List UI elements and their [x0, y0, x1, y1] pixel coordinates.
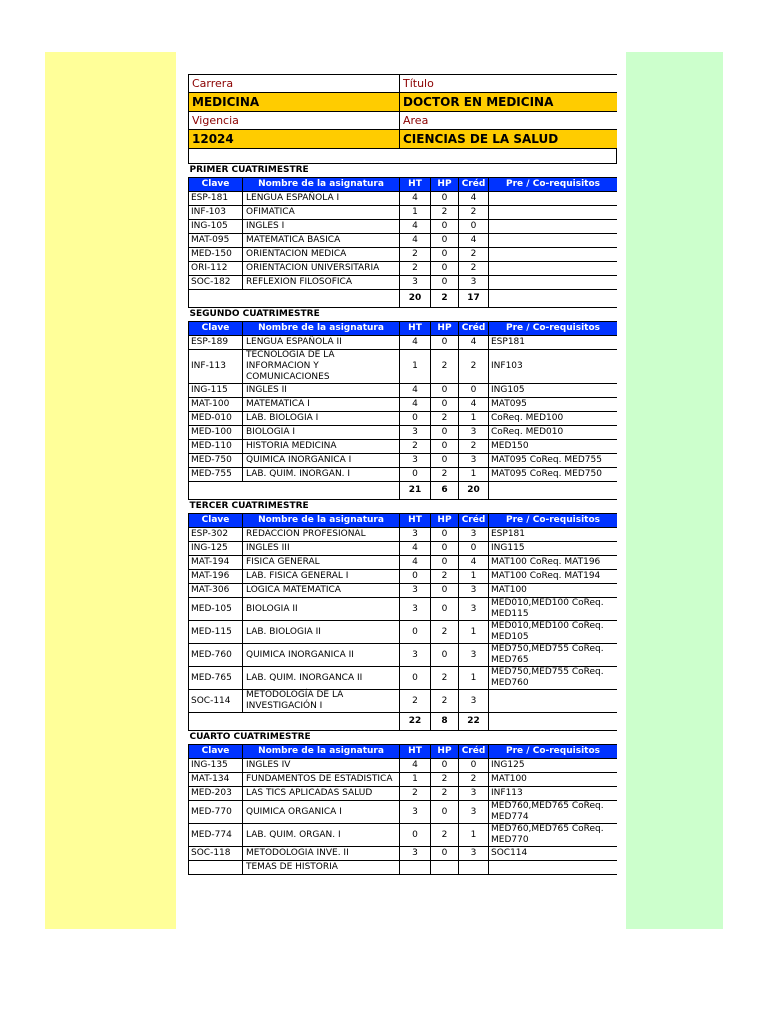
course-hp: 0: [431, 384, 459, 398]
semester-title-row: [189, 500, 618, 514]
course-clave: MAT-196: [189, 570, 243, 584]
course-asignatura: BIOLOGIA I: [243, 426, 400, 440]
column-header-ht: HT: [400, 514, 431, 528]
course-row: [189, 440, 618, 454]
column-header-requisitos: Pre / Co-requisitos: [489, 745, 618, 759]
column-header-ht: HT: [400, 745, 431, 759]
course-cred: 3: [459, 426, 489, 440]
course-requisitos: [489, 206, 618, 220]
course-asignatura: METODOLOGIA INVE. II: [243, 847, 400, 861]
totals-row: [189, 290, 618, 308]
right-color-band: [626, 52, 723, 929]
course-requisitos: MAT100: [489, 584, 618, 598]
course-asignatura: ORIENTACION UNIVERSITARIA: [243, 262, 400, 276]
course-clave: MAT-100: [189, 398, 243, 412]
titulo-value: DOCTOR EN MEDICINA: [400, 93, 618, 112]
course-cred: 3: [459, 847, 489, 861]
course-requisitos: MAT095: [489, 398, 618, 412]
column-header-row: [189, 514, 618, 528]
total-hp: 6: [431, 482, 459, 500]
total-ht: 20: [400, 290, 431, 308]
course-requisitos: MED010,MED100 CoReq. MED115: [489, 598, 618, 621]
course-cred: 3: [459, 454, 489, 468]
column-header-hp: HP: [431, 745, 459, 759]
column-header-row: [189, 745, 618, 759]
course-asignatura: TEMAS DE HISTORIA: [243, 861, 400, 875]
course-asignatura: LENGUA ESPAÑOLA I: [243, 192, 400, 206]
course-clave: ING-135: [189, 759, 243, 773]
course-hp: 0: [431, 440, 459, 454]
course-row: [189, 644, 618, 667]
course-clave: MED-770: [189, 801, 243, 824]
totals-blank: [489, 713, 618, 731]
course-requisitos: MAT095 CoReq. MED750: [489, 468, 618, 482]
totals-spacer: [189, 290, 400, 308]
course-ht: 2: [400, 248, 431, 262]
course-asignatura: REDACCION PROFESIONAL: [243, 528, 400, 542]
course-clave: MED-110: [189, 440, 243, 454]
course-hp: 2: [431, 667, 459, 690]
course-ht: 3: [400, 584, 431, 598]
course-cred: 2: [459, 248, 489, 262]
course-requisitos: CoReq. MED100: [489, 412, 618, 426]
course-clave: MED-105: [189, 598, 243, 621]
course-requisitos: ING105: [489, 384, 618, 398]
semester-title: SEGUNDO CUATRIMESTRE: [189, 308, 618, 322]
course-clave: SOC-114: [189, 690, 243, 713]
course-requisitos: MAT100: [489, 773, 618, 787]
semester-title: CUARTO CUATRIMESTRE: [189, 731, 618, 745]
course-row: [189, 598, 618, 621]
course-hp: 0: [431, 276, 459, 290]
course-cred: 4: [459, 398, 489, 412]
course-cred: 3: [459, 528, 489, 542]
course-clave: ESP-181: [189, 192, 243, 206]
course-requisitos: MED150: [489, 440, 618, 454]
course-hp: 2: [431, 690, 459, 713]
course-ht: 4: [400, 556, 431, 570]
program-header: [188, 74, 617, 149]
course-ht: 3: [400, 847, 431, 861]
course-row: [189, 426, 618, 440]
course-row: [189, 528, 618, 542]
course-cred: 3: [459, 801, 489, 824]
course-requisitos: ING115: [489, 542, 618, 556]
curriculum-sheet: [188, 74, 617, 929]
course-row: [189, 248, 618, 262]
course-cred: 1: [459, 621, 489, 644]
course-ht: 2: [400, 690, 431, 713]
semester-title-row: [189, 731, 618, 745]
left-color-band: [45, 52, 176, 929]
column-header-ht: HT: [400, 322, 431, 336]
course-requisitos: [489, 690, 618, 713]
course-row: [189, 336, 618, 350]
course-asignatura: INGLES III: [243, 542, 400, 556]
course-ht: 3: [400, 454, 431, 468]
totals-row: [189, 713, 618, 731]
course-requisitos: [489, 234, 618, 248]
course-row: [189, 621, 618, 644]
course-row: [189, 861, 618, 875]
column-header-hp: HP: [431, 514, 459, 528]
course-row: [189, 542, 618, 556]
totals-spacer: [189, 482, 400, 500]
column-header-cred: Créd: [459, 745, 489, 759]
course-requisitos: ESP181: [489, 528, 618, 542]
course-asignatura: BIOLOGIA II: [243, 598, 400, 621]
course-row: [189, 276, 618, 290]
course-clave: ING-105: [189, 220, 243, 234]
total-cred: 20: [459, 482, 489, 500]
course-hp: 0: [431, 759, 459, 773]
course-asignatura: QUIMICA INORGANICA I: [243, 454, 400, 468]
column-header-clave: Clave: [189, 178, 243, 192]
course-ht: 4: [400, 192, 431, 206]
course-cred: 2: [459, 440, 489, 454]
course-requisitos: MAT100 CoReq. MAT196: [489, 556, 618, 570]
course-clave: [189, 861, 243, 875]
course-requisitos: [489, 861, 618, 875]
course-ht: 2: [400, 262, 431, 276]
total-hp: 2: [431, 290, 459, 308]
course-cred: 4: [459, 234, 489, 248]
vigencia-label: Vigencia: [189, 112, 400, 130]
course-clave: MED-115: [189, 621, 243, 644]
course-asignatura: TECNOLOGIA DE LA INFORMACION Y COMUNICACIONES: [243, 350, 400, 384]
course-cred: [459, 861, 489, 875]
course-cred: 3: [459, 644, 489, 667]
course-cred: 0: [459, 384, 489, 398]
course-requisitos: [489, 248, 618, 262]
course-clave: MED-150: [189, 248, 243, 262]
course-requisitos: SOC114: [489, 847, 618, 861]
course-row: [189, 667, 618, 690]
course-ht: 4: [400, 336, 431, 350]
course-clave: MAT-095: [189, 234, 243, 248]
course-asignatura: MATEMATICA I: [243, 398, 400, 412]
course-ht: 0: [400, 824, 431, 847]
course-requisitos: MAT095 CoReq. MED755: [489, 454, 618, 468]
course-ht: 2: [400, 787, 431, 801]
course-asignatura: LAB. QUIM. INORGANCA II: [243, 667, 400, 690]
course-clave: INF-113: [189, 350, 243, 384]
course-clave: ING-125: [189, 542, 243, 556]
column-header-hp: HP: [431, 178, 459, 192]
course-ht: 0: [400, 621, 431, 644]
course-row: [189, 220, 618, 234]
course-cred: 3: [459, 598, 489, 621]
course-hp: 2: [431, 621, 459, 644]
course-row: [189, 468, 618, 482]
course-row: [189, 234, 618, 248]
course-clave: MED-203: [189, 787, 243, 801]
course-hp: 0: [431, 556, 459, 570]
course-asignatura: INGLES I: [243, 220, 400, 234]
course-clave: ESP-189: [189, 336, 243, 350]
column-header-ht: HT: [400, 178, 431, 192]
course-cred: 1: [459, 667, 489, 690]
course-ht: 1: [400, 350, 431, 384]
totals-blank: [489, 290, 618, 308]
course-hp: 2: [431, 412, 459, 426]
course-requisitos: [489, 192, 618, 206]
course-asignatura: REFLEXION FILOSOFICA: [243, 276, 400, 290]
course-ht: 4: [400, 398, 431, 412]
course-hp: 0: [431, 542, 459, 556]
course-cred: 3: [459, 276, 489, 290]
course-requisitos: MED750,MED755 CoReq. MED760: [489, 667, 618, 690]
course-asignatura: LENGUA ESPAÑOLA II: [243, 336, 400, 350]
course-requisitos: CoReq. MED010: [489, 426, 618, 440]
total-cred: 17: [459, 290, 489, 308]
course-clave: MED-010: [189, 412, 243, 426]
course-hp: 0: [431, 248, 459, 262]
course-hp: 2: [431, 824, 459, 847]
total-ht: 21: [400, 482, 431, 500]
course-asignatura: HISTORIA MEDICINA: [243, 440, 400, 454]
course-clave: MED-750: [189, 454, 243, 468]
course-ht: 3: [400, 598, 431, 621]
course-hp: 0: [431, 598, 459, 621]
course-ht: 3: [400, 801, 431, 824]
course-ht: 1: [400, 206, 431, 220]
semester-title-row: [189, 164, 618, 178]
course-clave: ING-115: [189, 384, 243, 398]
column-header-asignatura: Nombre de la asignatura: [243, 745, 400, 759]
course-cred: 3: [459, 584, 489, 598]
course-hp: 0: [431, 801, 459, 824]
column-header-clave: Clave: [189, 745, 243, 759]
course-clave: SOC-182: [189, 276, 243, 290]
column-header-cred: Créd: [459, 514, 489, 528]
column-header-requisitos: Pre / Co-requisitos: [489, 322, 618, 336]
course-row: [189, 556, 618, 570]
course-cred: 4: [459, 556, 489, 570]
course-hp: 0: [431, 220, 459, 234]
course-ht: 4: [400, 759, 431, 773]
course-cred: 1: [459, 570, 489, 584]
area-value: CIENCIAS DE LA SALUD: [400, 130, 618, 149]
course-cred: 2: [459, 262, 489, 276]
semester-title: PRIMER CUATRIMESTRE: [189, 164, 618, 178]
course-ht: 4: [400, 220, 431, 234]
totals-spacer: [189, 713, 400, 731]
course-row: [189, 801, 618, 824]
course-asignatura: FISICA GENERAL: [243, 556, 400, 570]
course-hp: 2: [431, 773, 459, 787]
column-header-asignatura: Nombre de la asignatura: [243, 322, 400, 336]
titulo-label: Título: [400, 75, 618, 93]
course-row: [189, 398, 618, 412]
course-asignatura: FUNDAMENTOS DE ESTADISTICA: [243, 773, 400, 787]
course-hp: 0: [431, 584, 459, 598]
course-row: [189, 584, 618, 598]
course-row: [189, 759, 618, 773]
course-asignatura: QUIMICA ORGANICA I: [243, 801, 400, 824]
course-clave: MAT-306: [189, 584, 243, 598]
course-cred: 0: [459, 542, 489, 556]
total-hp: 8: [431, 713, 459, 731]
course-ht: 1: [400, 773, 431, 787]
column-header-hp: HP: [431, 322, 459, 336]
carrera-label: Carrera: [189, 75, 400, 93]
course-clave: MED-100: [189, 426, 243, 440]
column-header-row: [189, 178, 618, 192]
course-row: [189, 192, 618, 206]
course-row: [189, 787, 618, 801]
course-asignatura: METODOLOGÍA DE LA INVESTIGACIÓN I: [243, 690, 400, 713]
course-ht: [400, 861, 431, 875]
course-requisitos: [489, 276, 618, 290]
vigencia-value: 12024: [189, 130, 400, 149]
course-row: [189, 350, 618, 384]
course-row: [189, 773, 618, 787]
course-ht: 0: [400, 412, 431, 426]
course-cred: 1: [459, 824, 489, 847]
course-hp: 0: [431, 426, 459, 440]
column-header-clave: Clave: [189, 514, 243, 528]
course-requisitos: [489, 262, 618, 276]
total-ht: 22: [400, 713, 431, 731]
course-asignatura: LAS TICS APLICADAS SALUD: [243, 787, 400, 801]
column-header-row: [189, 322, 618, 336]
course-hp: 2: [431, 570, 459, 584]
course-requisitos: MAT100 CoReq. MAT194: [489, 570, 618, 584]
course-row: [189, 570, 618, 584]
course-hp: 0: [431, 454, 459, 468]
course-requisitos: MED760,MED765 CoReq. MED774: [489, 801, 618, 824]
area-label: Area: [400, 112, 618, 130]
course-hp: 0: [431, 528, 459, 542]
course-clave: MAT-194: [189, 556, 243, 570]
course-hp: 2: [431, 468, 459, 482]
course-clave: ORI-112: [189, 262, 243, 276]
course-ht: 3: [400, 644, 431, 667]
course-hp: 0: [431, 192, 459, 206]
totals-blank: [489, 482, 618, 500]
course-clave: SOC-118: [189, 847, 243, 861]
carrera-value: MEDICINA: [189, 93, 400, 112]
course-requisitos: MED750,MED755 CoReq. MED765: [489, 644, 618, 667]
course-asignatura: INGLES IV: [243, 759, 400, 773]
course-asignatura: QUIMICA INORGANICA II: [243, 644, 400, 667]
course-asignatura: LAB. QUIM. INORGAN. I: [243, 468, 400, 482]
course-row: [189, 206, 618, 220]
column-header-requisitos: Pre / Co-requisitos: [489, 514, 618, 528]
column-header-asignatura: Nombre de la asignatura: [243, 514, 400, 528]
course-clave: MED-755: [189, 468, 243, 482]
course-cred: 4: [459, 336, 489, 350]
course-requisitos: MED010,MED100 CoReq. MED105: [489, 621, 618, 644]
course-requisitos: INF103: [489, 350, 618, 384]
course-clave: MED-760: [189, 644, 243, 667]
course-requisitos: ING125: [489, 759, 618, 773]
course-cred: 0: [459, 220, 489, 234]
course-ht: 3: [400, 276, 431, 290]
course-asignatura: ORIENTACION MEDICA: [243, 248, 400, 262]
course-hp: 2: [431, 206, 459, 220]
course-cred: 2: [459, 350, 489, 384]
totals-row: [189, 482, 618, 500]
courses-table: [188, 164, 617, 875]
course-asignatura: LAB. FISICA GENERAL I: [243, 570, 400, 584]
course-cred: 1: [459, 412, 489, 426]
course-asignatura: LAB. QUIM. ORGAN. I: [243, 824, 400, 847]
course-ht: 4: [400, 384, 431, 398]
column-header-cred: Créd: [459, 322, 489, 336]
column-header-clave: Clave: [189, 322, 243, 336]
course-requisitos: ESP181: [489, 336, 618, 350]
course-hp: 0: [431, 644, 459, 667]
course-clave: MED-774: [189, 824, 243, 847]
course-row: [189, 847, 618, 861]
course-clave: MED-765: [189, 667, 243, 690]
course-cred: 2: [459, 206, 489, 220]
course-hp: 0: [431, 262, 459, 276]
course-row: [189, 690, 618, 713]
course-ht: 4: [400, 234, 431, 248]
course-requisitos: MED760,MED765 CoReq. MED770: [489, 824, 618, 847]
course-clave: MAT-134: [189, 773, 243, 787]
course-requisitos: INF113: [489, 787, 618, 801]
course-asignatura: INGLES II: [243, 384, 400, 398]
column-header-requisitos: Pre / Co-requisitos: [489, 178, 618, 192]
course-ht: 3: [400, 528, 431, 542]
course-ht: 0: [400, 468, 431, 482]
course-ht: 0: [400, 570, 431, 584]
total-cred: 22: [459, 713, 489, 731]
course-row: [189, 384, 618, 398]
course-hp: [431, 861, 459, 875]
course-ht: 4: [400, 542, 431, 556]
course-cred: 1: [459, 468, 489, 482]
column-header-asignatura: Nombre de la asignatura: [243, 178, 400, 192]
course-ht: 0: [400, 667, 431, 690]
course-asignatura: OFIMATICA: [243, 206, 400, 220]
column-header-cred: Créd: [459, 178, 489, 192]
course-hp: 0: [431, 847, 459, 861]
course-row: [189, 412, 618, 426]
course-hp: 2: [431, 350, 459, 384]
course-asignatura: LAB. BIOLOGIA I: [243, 412, 400, 426]
course-cred: 2: [459, 773, 489, 787]
course-cred: 0: [459, 759, 489, 773]
course-hp: 2: [431, 787, 459, 801]
course-hp: 0: [431, 336, 459, 350]
course-clave: ESP-302: [189, 528, 243, 542]
course-cred: 3: [459, 787, 489, 801]
course-clave: INF-103: [189, 206, 243, 220]
course-cred: 3: [459, 690, 489, 713]
semester-title-row: [189, 308, 618, 322]
course-cred: 4: [459, 192, 489, 206]
course-asignatura: LOGICA MATEMATICA: [243, 584, 400, 598]
course-ht: 3: [400, 426, 431, 440]
course-row: [189, 262, 618, 276]
semester-title: TERCER CUATRIMESTRE: [189, 500, 618, 514]
course-asignatura: MATEMATICA BASICA: [243, 234, 400, 248]
course-requisitos: [489, 220, 618, 234]
course-row: [189, 824, 618, 847]
header-spacer: [188, 149, 617, 164]
course-row: [189, 454, 618, 468]
course-hp: 0: [431, 398, 459, 412]
course-ht: 2: [400, 440, 431, 454]
course-asignatura: LAB. BIOLOGIA II: [243, 621, 400, 644]
course-hp: 0: [431, 234, 459, 248]
